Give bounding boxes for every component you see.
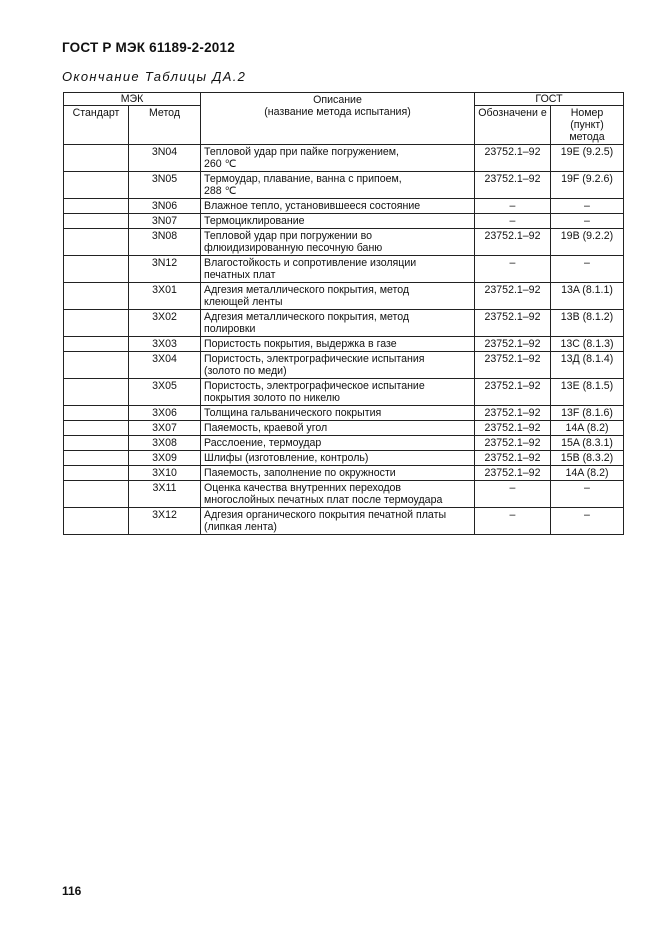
method-number-cell: 13F (8.1.6) bbox=[551, 406, 624, 421]
description-cell bbox=[201, 229, 475, 256]
description-line-1: Тепловой удар при погружении во bbox=[204, 230, 372, 242]
table-row bbox=[64, 214, 624, 229]
gost-designation-cell: – bbox=[475, 214, 551, 229]
description-line-1: Расслоение, термоудар bbox=[204, 437, 322, 449]
description-line-1: Пористость, электрографическое испытание bbox=[204, 380, 425, 392]
table-row bbox=[64, 352, 624, 379]
description-cell bbox=[201, 451, 475, 466]
method-number-cell: – bbox=[551, 508, 624, 535]
description-line-1: Тепловой удар при пайке погружением, bbox=[204, 146, 399, 158]
table-row bbox=[64, 199, 624, 214]
description-line-2: полировки bbox=[204, 323, 256, 335]
method-number-cell: 19F (9.2.6) bbox=[551, 172, 624, 199]
gost-designation-cell: 23752.1–92 bbox=[475, 379, 551, 406]
table-row bbox=[64, 310, 624, 337]
method-cell: 3X04 bbox=[129, 352, 201, 379]
standard-cell bbox=[64, 214, 129, 229]
description-line-1: Паяемость, краевой угол bbox=[204, 422, 328, 434]
description-cell bbox=[201, 508, 475, 535]
description-line-1: Шлифы (изготовление, контроль) bbox=[204, 452, 369, 464]
table-row bbox=[64, 145, 624, 172]
gost-designation-cell: 23752.1–92 bbox=[475, 145, 551, 172]
description-line-2: 260 ℃ bbox=[204, 158, 237, 170]
group-header-row bbox=[64, 93, 624, 106]
table-row bbox=[64, 406, 624, 421]
method-cell: 3X01 bbox=[129, 283, 201, 310]
table-row bbox=[64, 337, 624, 352]
gost-designation-cell: 23752.1–92 bbox=[475, 283, 551, 310]
table-row bbox=[64, 421, 624, 436]
description-cell bbox=[201, 481, 475, 508]
gost-designation-cell: – bbox=[475, 481, 551, 508]
standards-table bbox=[63, 92, 624, 535]
gost-designation-cell: 23752.1–92 bbox=[475, 451, 551, 466]
method-number-cell: – bbox=[551, 256, 624, 283]
description-cell bbox=[201, 352, 475, 379]
description-cell bbox=[201, 145, 475, 172]
description-cell bbox=[201, 406, 475, 421]
standard-cell bbox=[64, 508, 129, 535]
description-header bbox=[201, 93, 475, 145]
method-number-cell: 13Д (8.1.4) bbox=[551, 352, 624, 379]
method-cell: 3X07 bbox=[129, 421, 201, 436]
standard-cell bbox=[64, 256, 129, 283]
description-line-1: Адгезия органического покрытия печатной платы bbox=[204, 509, 447, 521]
table-row bbox=[64, 283, 624, 310]
method-number-cell: – bbox=[551, 199, 624, 214]
method-number-cell: 14A (8.2) bbox=[551, 421, 624, 436]
description-line-1: Пористость покрытия, выдержка в газе bbox=[204, 338, 397, 350]
description-header-title: Описание bbox=[313, 94, 362, 106]
method-cell: 3X09 bbox=[129, 451, 201, 466]
description-line-1: Термоциклирование bbox=[204, 215, 305, 227]
gost-designation-cell: – bbox=[475, 256, 551, 283]
description-line-2: клеющей ленты bbox=[204, 296, 283, 308]
page-number: 116 bbox=[62, 884, 82, 898]
table-caption: Окончание Таблицы ДА.2 bbox=[62, 69, 247, 84]
standard-cell bbox=[64, 283, 129, 310]
description-cell bbox=[201, 172, 475, 199]
description-header-subtitle: (название метода испытания) bbox=[264, 106, 411, 118]
description-line-1: Адгезия металлического покрытия, метод bbox=[204, 311, 410, 323]
method-cell: 3X10 bbox=[129, 466, 201, 481]
description-line-1: Паяемость, заполнение по окружности bbox=[204, 467, 396, 479]
standard-cell bbox=[64, 145, 129, 172]
gost-designation-cell: – bbox=[475, 199, 551, 214]
method-cell: 3N12 bbox=[129, 256, 201, 283]
number-header-line-1: Номер bbox=[570, 107, 604, 119]
description-line-2: печатных плат bbox=[204, 269, 276, 281]
standard-cell bbox=[64, 436, 129, 451]
standard-cell bbox=[64, 481, 129, 508]
method-cell: 3X02 bbox=[129, 310, 201, 337]
document-title: ГОСТ Р МЭК 61189-2-2012 bbox=[62, 40, 235, 55]
table-body bbox=[64, 145, 624, 535]
gost-designation-cell: 23752.1–92 bbox=[475, 337, 551, 352]
standard-cell bbox=[64, 229, 129, 256]
gost-designation-cell: 23752.1–92 bbox=[475, 172, 551, 199]
description-cell bbox=[201, 310, 475, 337]
method-header: Метод bbox=[129, 106, 201, 145]
number-header bbox=[551, 106, 624, 145]
description-line-1: Термоудар, плавание, ванна с припоем, bbox=[204, 173, 402, 185]
table-row bbox=[64, 466, 624, 481]
description-cell bbox=[201, 436, 475, 451]
method-number-cell: 19E (9.2.5) bbox=[551, 145, 624, 172]
description-line-2: флюидизированную песочную баню bbox=[204, 242, 383, 254]
description-line-1: Толщина гальванического покрытия bbox=[204, 407, 382, 419]
standard-cell bbox=[64, 379, 129, 406]
method-cell: 3N05 bbox=[129, 172, 201, 199]
standard-cell bbox=[64, 451, 129, 466]
number-header-line-3: метода bbox=[569, 131, 605, 143]
gost-designation-cell: 23752.1–92 bbox=[475, 436, 551, 451]
gost-designation-cell: 23752.1–92 bbox=[475, 352, 551, 379]
standard-cell bbox=[64, 406, 129, 421]
method-cell: 3X03 bbox=[129, 337, 201, 352]
standard-cell bbox=[64, 352, 129, 379]
description-cell bbox=[201, 256, 475, 283]
description-line-1: Влажное тепло, установившееся состояние bbox=[204, 200, 421, 212]
standard-cell bbox=[64, 421, 129, 436]
gost-designation-cell: 23752.1–92 bbox=[475, 466, 551, 481]
method-number-cell: – bbox=[551, 481, 624, 508]
method-number-cell: 15A (8.3.1) bbox=[551, 436, 624, 451]
method-cell: 3X08 bbox=[129, 436, 201, 451]
description-line-2: 288 ℃ bbox=[204, 185, 237, 197]
method-number-cell: 15B (8.3.2) bbox=[551, 451, 624, 466]
table-row bbox=[64, 256, 624, 283]
method-cell: 3N04 bbox=[129, 145, 201, 172]
gost-designation-cell: 23752.1–92 bbox=[475, 310, 551, 337]
method-number-cell: 13C (8.1.3) bbox=[551, 337, 624, 352]
gost-designation-cell: 23752.1–92 bbox=[475, 421, 551, 436]
table-row bbox=[64, 451, 624, 466]
description-line-2: (золото по меди) bbox=[204, 365, 287, 377]
description-line-2: многослойных печатных плат после термоудара bbox=[204, 494, 443, 506]
table-row bbox=[64, 436, 624, 451]
description-cell bbox=[201, 421, 475, 436]
method-cell: 3N08 bbox=[129, 229, 201, 256]
description-cell bbox=[201, 214, 475, 229]
method-cell: 3X05 bbox=[129, 379, 201, 406]
designation-header: Обозначени е bbox=[475, 106, 551, 145]
method-number-cell: 13B (8.1.2) bbox=[551, 310, 624, 337]
method-number-cell: 13A (8.1.1) bbox=[551, 283, 624, 310]
description-cell bbox=[201, 199, 475, 214]
description-cell bbox=[201, 466, 475, 481]
method-cell: 3X12 bbox=[129, 508, 201, 535]
table-row bbox=[64, 481, 624, 508]
standard-cell bbox=[64, 310, 129, 337]
method-number-cell: – bbox=[551, 214, 624, 229]
gost-designation-cell: 23752.1–92 bbox=[475, 406, 551, 421]
description-cell bbox=[201, 337, 475, 352]
standard-cell bbox=[64, 199, 129, 214]
description-line-1: Оценка качества внутренних переходов bbox=[204, 482, 402, 494]
standard-header: Стандарт bbox=[64, 106, 129, 145]
table-row bbox=[64, 229, 624, 256]
table-row bbox=[64, 172, 624, 199]
gost-designation-cell: 23752.1–92 bbox=[475, 229, 551, 256]
standard-cell bbox=[64, 337, 129, 352]
table-row bbox=[64, 508, 624, 535]
description-line-2: покрытия золото по никелю bbox=[204, 392, 340, 404]
iec-group-header: МЭК bbox=[64, 93, 201, 106]
description-cell bbox=[201, 379, 475, 406]
description-line-2: (липкая лента) bbox=[204, 521, 277, 533]
method-cell: 3X06 bbox=[129, 406, 201, 421]
method-number-cell: 13E (8.1.5) bbox=[551, 379, 624, 406]
description-line-1: Пористость, электрографические испытания bbox=[204, 353, 425, 365]
gost-designation-cell: – bbox=[475, 508, 551, 535]
method-cell: 3X11 bbox=[129, 481, 201, 508]
table-row bbox=[64, 379, 624, 406]
method-number-cell: 19B (9.2.2) bbox=[551, 229, 624, 256]
standard-cell bbox=[64, 172, 129, 199]
gost-group-header: ГОСТ bbox=[475, 93, 624, 106]
description-cell bbox=[201, 283, 475, 310]
description-line-1: Влагостойкость и сопротивление изоляции bbox=[204, 257, 417, 269]
method-cell: 3N06 bbox=[129, 199, 201, 214]
standard-cell bbox=[64, 466, 129, 481]
description-line-1: Адгезия металлического покрытия, метод bbox=[204, 284, 410, 296]
number-header-line-2: (пункт) bbox=[570, 119, 604, 131]
method-cell: 3N07 bbox=[129, 214, 201, 229]
method-number-cell: 14A (8.2) bbox=[551, 466, 624, 481]
